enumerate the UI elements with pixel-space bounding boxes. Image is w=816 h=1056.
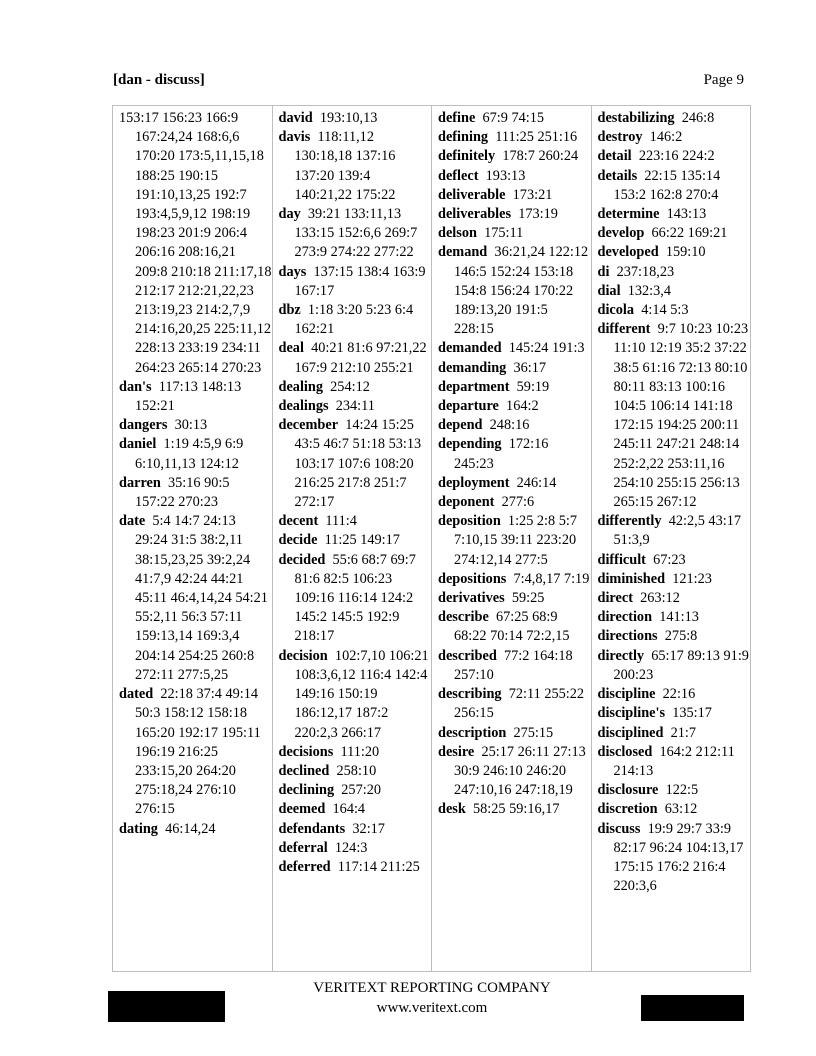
index-term: daniel [119,436,157,453]
footer-company: VERITEXT REPORTING COMPANY [313,980,551,996]
index-entry [438,186,591,205]
index-page-refs: 275:8 [664,628,698,645]
index-term: description [438,724,507,741]
redaction-block [641,995,744,1021]
index-entry [438,570,591,589]
index-entry [438,800,591,819]
index-entry [598,128,751,147]
index-entry [438,339,591,358]
index-page-refs: 111:20 [340,743,380,760]
index-page-refs: 4:14 5:3 [641,302,689,319]
index-entry [438,359,591,378]
index-entry [438,608,591,646]
index-page-refs: 258:10 [336,762,377,779]
index-entry [119,512,272,685]
index-page-refs: 164:4 [332,801,366,818]
index-page-refs: 172:16 245:23 [454,436,549,472]
index-term: decided [278,551,326,568]
index-page-refs: 141:13 [659,609,699,626]
index-term: deal [278,340,304,357]
index-entry [279,743,432,762]
index-term: disciplined [597,724,664,741]
redaction-block [108,991,225,1022]
index-page-refs: 1:18 3:20 5:23 6:4 162:21 [294,302,414,338]
index-term: developed [597,244,659,261]
index-page-refs: 77:2 164:18 257:10 [454,647,573,683]
index-term: diminished [597,570,666,587]
index-term: describe [438,609,489,626]
index-entry [279,820,432,839]
index-term: described [438,647,497,664]
index-entry [598,263,751,282]
index-page-refs: 223:16 224:2 [638,148,715,165]
index-entry [119,378,272,416]
index-term: declining [278,782,335,799]
index-term: develop [597,225,645,242]
index-entry [598,282,751,301]
index-term: demanding [438,359,507,376]
index-column [113,106,273,971]
index-page-refs: 1:19 4:5,9 6:9 6:10,11,13 124:12 [135,436,244,472]
index-entry [598,147,751,166]
index-entry [598,512,751,550]
index-term: darren [119,474,161,491]
index-term: defining [438,129,489,146]
index-term: deferred [278,858,331,875]
index-entry [279,263,432,301]
index-entry [119,416,272,435]
index-term: december [278,417,339,434]
index-term: details [597,167,638,184]
index-page-refs: 263:12 [640,590,680,607]
index-term: dated [119,686,154,703]
index-entry [438,474,591,493]
index-term: deferral [278,839,328,856]
index-term: direction [597,609,653,626]
index-term: disclosed [597,743,653,760]
index-term: deemed [278,801,326,818]
index-page-refs: 164:2 [506,398,539,415]
index-entry [438,397,591,416]
index-term: decisions [278,743,334,760]
index-term: destabilizing [597,110,675,126]
index-page-refs: 111:4 [325,513,357,530]
index-page-refs: 111:25 251:16 [495,129,578,146]
index-range-header: [dan - discuss] [113,72,205,88]
index-entry [279,109,432,128]
index-entry [598,570,751,589]
index-term: decision [278,647,328,664]
index-term: differently [597,513,662,530]
index-entry [279,512,432,531]
index-page-refs: 22:18 37:4 49:14 50:3 158:12 158:18 165:20 192:17 195:11 196:19 216:25 233:15,20 264:20 275:18,24 276:10 276:15 [135,686,261,818]
index-page-refs: 159:10 [665,244,706,261]
index-page-refs: 32:17 [352,820,385,837]
index-entry [279,647,432,743]
index-page-refs: 59:25 [511,590,545,607]
index-page-refs: 118:11,12 130:18,18 137:16 137:20 139:4 140:21,22 175:22 [294,129,396,203]
index-term: directly [597,647,645,664]
index-page-refs: 65:17 89:13 91:9 200:23 [613,647,749,683]
index-entry [598,224,751,243]
index-page-refs: 135:17 [672,705,712,722]
index-entry [279,205,432,263]
index-entry [438,724,591,743]
index-page-refs: 193:10,13 [319,110,378,126]
index-page-refs: 178:7 260:24 [502,148,579,165]
index-page-refs: 36:17 [513,359,547,376]
index-term: determine [597,206,660,223]
index-page-refs: 145:24 191:3 [508,340,585,357]
index-entry [438,224,591,243]
index-term: defendants [278,820,346,837]
index-page-refs: 275:15 [513,724,554,741]
index-term: decent [278,513,319,530]
index-term: dial [597,282,621,299]
index-page-refs: 22:16 [662,686,696,703]
index-entry [279,858,432,877]
index-entry [438,128,591,147]
index-term: discipline's [597,705,666,722]
index-page-refs: 7:4,8,17 7:19 [513,570,590,587]
index-term: directions [597,628,658,645]
index-entry [279,800,432,819]
index-entry [598,704,751,723]
index-entry [438,378,591,397]
index-page-refs: 11:25 149:17 [324,532,400,549]
index-page-refs: 173:21 [512,186,553,203]
index-page-refs: 248:16 [489,417,530,434]
index-page-refs: 132:3,4 [627,282,671,299]
index-term: declined [278,762,330,779]
index-entry [598,589,751,608]
index-page-refs: 153:17 156:23 166:9 167:24,24 168:6,6 170:20 173:5,11,15,18 188:25 190:15 191:10,13,25 192:7 193:4,5,9,12 198:19 198:23 201:9 206:4 206:16 208:16,21 209:8 210:18 211:17,18 212:17 212:21,22,23 213:19,23 214:2,7,9 214:16,20,25 225:11,12 228:13 233:19 234:11 264:23 265:14 270:23 [119,110,272,376]
index-term: deposition [438,513,501,530]
index-entry [438,493,591,512]
index-entry [598,301,751,320]
index-entry [598,820,751,897]
index-entry [279,128,432,205]
index-term: definitely [438,148,496,165]
index-page-refs: 121:23 [672,570,712,587]
index-page-refs: 67:25 68:9 68:22 70:14 72:2,15 [454,609,570,645]
index-term: define [438,110,476,126]
index-entry [279,301,432,339]
index-term: dan's [119,378,152,395]
index-entry [438,205,591,224]
index-entry [598,167,751,205]
index-page-refs: 122:5 [665,782,699,799]
index-page-refs: 42:2,5 43:17 51:3,9 [613,513,741,549]
index-page-refs: 1:25 2:8 5:7 7:10,15 39:11 223:20 274:12,14 277:5 [454,513,578,568]
index-entry [279,378,432,397]
index-term: dating [119,820,158,837]
index-page-refs: 175:11 [484,225,524,242]
index-term: disclosure [597,782,659,799]
index-term: deponent [438,494,495,511]
index-page-refs: 19:9 29:7 33:9 82:17 96:24 104:13,17 175:15 176:2 216:4 220:3,6 [613,820,744,895]
index-term: depend [438,417,483,434]
index-term: desk [438,801,466,818]
index-page-refs: 46:14,24 [165,820,216,837]
index-entry [598,743,751,781]
index-entry [279,839,432,858]
index-term: derivatives [438,590,505,607]
index-entry [119,109,272,378]
index-page-refs: 143:13 [666,206,707,223]
index-page-refs: 193:13 [485,167,526,184]
index-page-refs: 9:7 10:23 10:23 11:10 12:19 35:2 37:22 38:5 61:16 72:13 80:10 80:11 83:13 100:16 104:5 106:14 141:18 172:15 194:25 200:11 245:11 247:21 248:14 252:2,22 253:11,16 254:10 255:15 256:13 265:15 267:12 [613,321,749,511]
index-page-refs: 21:7 [670,724,697,741]
index-term: demanded [438,340,502,357]
index-entry [598,800,751,819]
index-page-refs: 66:22 169:21 [651,225,728,242]
index-page-refs: 67:23 [653,551,686,568]
index-page-refs: 22:15 135:14 153:2 162:8 270:4 [613,167,721,203]
index-term: dbz [278,302,301,319]
index-entry [279,397,432,416]
index-entry [279,551,432,647]
index-entry [598,647,751,685]
index-entry [279,416,432,512]
index-page-refs: 137:15 138:4 163:9 167:17 [294,263,426,299]
index-entry [598,243,751,262]
index-term: deliverables [438,206,512,223]
index-entry [438,685,591,723]
index-page-refs: 67:9 74:15 [482,110,545,126]
index-page-refs: 63:12 [664,801,698,818]
index-entry [438,512,591,570]
index-entry [598,551,751,570]
index-page-refs: 5:4 14:7 24:13 29:24 31:5 38:2,11 38:15,23,25 39:2,24 41:7,9 42:24 44:21 45:11 46:4,14,24 54:21 55:2,11 56:3 57:11 159:13,14 169:3,4 204:14 254:25 260:8 272:11 277:5,25 [135,513,268,683]
index-column [273,106,433,971]
index-term: discretion [597,801,658,818]
index-term: demand [438,244,488,261]
index-entry [598,724,751,743]
index-grid [112,105,751,972]
index-term: desire [438,743,475,760]
index-term: depending [438,436,502,453]
index-entry [598,685,751,704]
index-page-refs: 39:21 133:11,13 133:15 152:6,6 269:7 273:9 274:22 277:22 [294,206,418,261]
index-page-refs: 277:6 [501,494,535,511]
index-page-refs: 59:19 [516,378,550,395]
index-entry [438,743,591,801]
index-term: deployment [438,474,510,491]
index-entry [438,243,591,339]
index-page-refs: 58:25 59:16,17 [472,801,560,818]
index-entry [438,435,591,473]
index-entry [438,147,591,166]
index-page-refs: 254:12 [330,378,370,395]
index-term: direct [597,590,633,607]
index-entry [279,339,432,377]
index-page-refs: 55:6 68:7 69:7 81:6 82:5 106:23 109:16 116:14 124:2 145:2 145:5 192:9 218:17 [294,551,416,645]
index-page-refs: 164:2 212:11 214:13 [613,743,735,779]
index-entry [119,435,272,473]
index-entry [598,627,751,646]
index-page-refs: 117:14 211:25 [337,858,420,875]
footer-url: www.veritext.com [376,1000,488,1016]
index-term: dangers [119,417,168,434]
index-term: discipline [597,686,656,703]
index-term: department [438,378,510,395]
index-entry [279,762,432,781]
index-term: david [278,110,313,126]
index-page-refs: 40:21 81:6 97:21,22 167:9 212:10 255:21 [294,340,427,376]
index-term: detail [597,148,632,165]
index-term: difficult [597,551,646,568]
index-page-refs: 237:18,23 [616,263,675,280]
index-column [592,106,751,971]
index-term: different [597,321,651,338]
index-term: discuss [597,820,641,837]
index-entry [119,820,272,839]
index-page-refs: 246:8 [681,110,715,126]
index-page-refs: 36:21,24 122:12 146:5 152:24 153:18 154:8 156:24 170:22 189:13,20 191:5 228:15 [454,244,589,338]
index-page-refs: 117:13 148:13 152:21 [135,378,242,415]
index-entry [279,781,432,800]
index-column [432,106,592,971]
index-term: davis [278,129,311,146]
index-term: days [278,263,307,280]
index-page-refs: 72:11 255:22 256:15 [454,686,585,722]
index-page-refs: 14:24 15:25 43:5 46:7 51:18 53:13 103:17 107:6 108:20 216:25 217:8 251:7 272:17 [294,417,422,511]
index-page-refs: 30:13 [174,417,208,434]
index-term: di [597,263,610,280]
index-term: deliverable [438,186,506,203]
index-term: destroy [597,129,643,146]
index-page-refs: 246:14 [516,474,557,491]
index-entry [598,320,751,512]
index-page-refs: 102:7,10 106:21 108:3,6,12 116:4 142:4 149:16 150:19 186:12,17 187:2 220:2,3 266:17 [294,647,429,741]
index-entry [279,531,432,550]
index-page-refs: 257:20 [341,782,381,799]
index-term: describing [438,686,502,703]
index-term: dealing [278,378,323,395]
index-entry [438,416,591,435]
index-term: dealings [278,398,329,415]
index-page-refs: 124:3 [334,839,368,856]
index-entry [598,781,751,800]
index-term: deflect [438,167,479,184]
index-entry [438,167,591,186]
index-entry [438,109,591,128]
index-entry [438,589,591,608]
index-entry [598,109,751,128]
index-term: depositions [438,570,507,587]
index-entry [119,685,272,819]
index-term: date [119,513,146,530]
index-entry [598,608,751,627]
index-page-refs: 173:19 [518,206,558,223]
index-term: delson [438,225,477,242]
index-term: decide [278,532,318,549]
page-number: Page 9 [703,72,744,88]
index-page-refs: 25:17 26:11 27:13 30:9 246:10 246:20 247:10,16 247:18,19 [454,743,586,799]
index-page-refs: 146:2 [649,129,683,146]
index-page-refs: 234:11 [335,398,375,415]
index-page-refs: 35:16 90:5 157:22 270:23 [135,474,230,511]
index-term: departure [438,398,499,415]
index-entry [119,474,272,512]
index-entry [438,647,591,685]
index-entry [598,205,751,224]
index-term: dicola [597,302,635,319]
index-term: day [278,206,301,223]
